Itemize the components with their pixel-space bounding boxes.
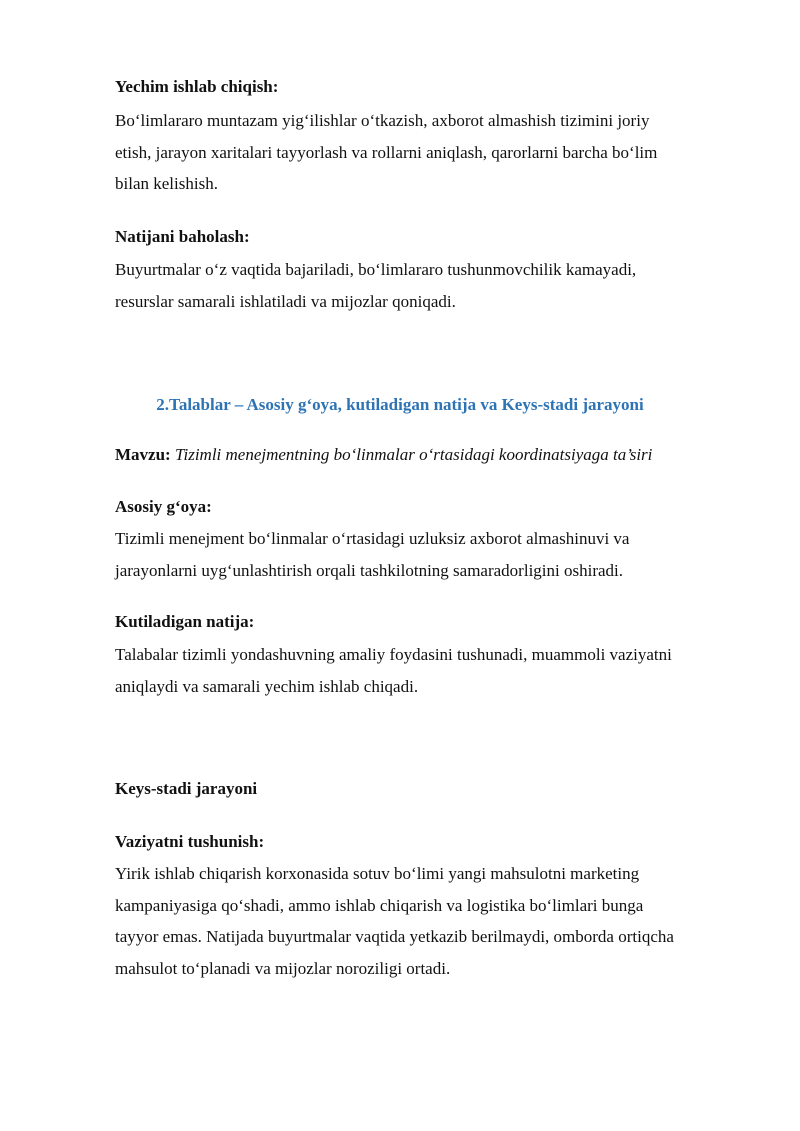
paragraph-yechim (115, 105, 745, 200)
heading-asosiy-goya: Asosiy g‘oya: (115, 497, 212, 516)
text-line: jarayonlarni uyg‘unlashtirish orqali tashkilotning samaradorligini oshiradi. (115, 560, 624, 580)
paragraph-natija (115, 254, 745, 317)
heading-kutiladigan-natija: Kutiladigan natija: (115, 612, 255, 631)
section-title: 2.Talablar – Asosiy g‘oya, kutiladigan natija va Keys-stadi jarayoni (156, 395, 644, 414)
paragraph-kutiladigan-natija (115, 639, 745, 702)
paragraph-vaziyat (115, 858, 745, 984)
mavzu-line (115, 444, 745, 466)
text-line: Buyurtmalar o‘z vaqtida bajariladi, bo‘limlararo tushunmovchilik kamayadi, (115, 260, 637, 279)
text-line: bilan kelishish. (115, 174, 218, 193)
text-line: aniqlaydi va samarali yechim ishlab chiqadi. (115, 676, 419, 696)
heading-natija: Natijani baholash: (115, 227, 250, 246)
text-line: tayyor emas. Natijada buyurtmalar vaqtida yetkazib berilmaydi, omborda ortiqcha (115, 927, 674, 946)
heading-keys-stadi: Keys-stadi jarayoni (115, 779, 258, 798)
text-line: mahsulot to‘planadi va mijozlar noroziligi ortadi. (115, 958, 451, 978)
text-line: kampaniyasiga qo‘shadi, ammo ishlab chiqarish va logistika bo‘limlari bunga (115, 895, 644, 915)
text-line: Yirik ishlab chiqarish korxonasida sotuv bo‘limi yangi mahsulotni marketing (115, 864, 640, 883)
paragraph-asosiy-goya (115, 523, 745, 586)
text-line: resurslar samarali ishlatiladi va mijozlar qoniqadi. (115, 291, 456, 311)
heading-yechim: Yechim ishlab chiqish: (115, 77, 279, 96)
text-line: Tizimli menejment bo‘linmalar o‘rtasidagi uzluksiz axborot almashinuvi va (115, 529, 630, 548)
text-line: Talabalar tizimli yondashuvning amaliy foydasini tushunadi, muammoli vaziyatni (115, 645, 672, 664)
mavzu-text: Tizimli menejmentning bo‘linmalar o‘rtasidagi koordinatsiyaga ta’siri (174, 445, 653, 464)
heading-vaziyat: Vaziyatni tushunish: (115, 832, 265, 851)
mavzu-label: Mavzu: (115, 445, 171, 464)
text-line: etish, jarayon xaritalari tayyorlash va rollarni aniqlash, qarorlarni barcha bo‘lim (115, 142, 658, 162)
text-line: Bo‘limlararo muntazam yig‘ilishlar o‘tkazish, axborot almashish tizimini joriy (115, 111, 650, 130)
